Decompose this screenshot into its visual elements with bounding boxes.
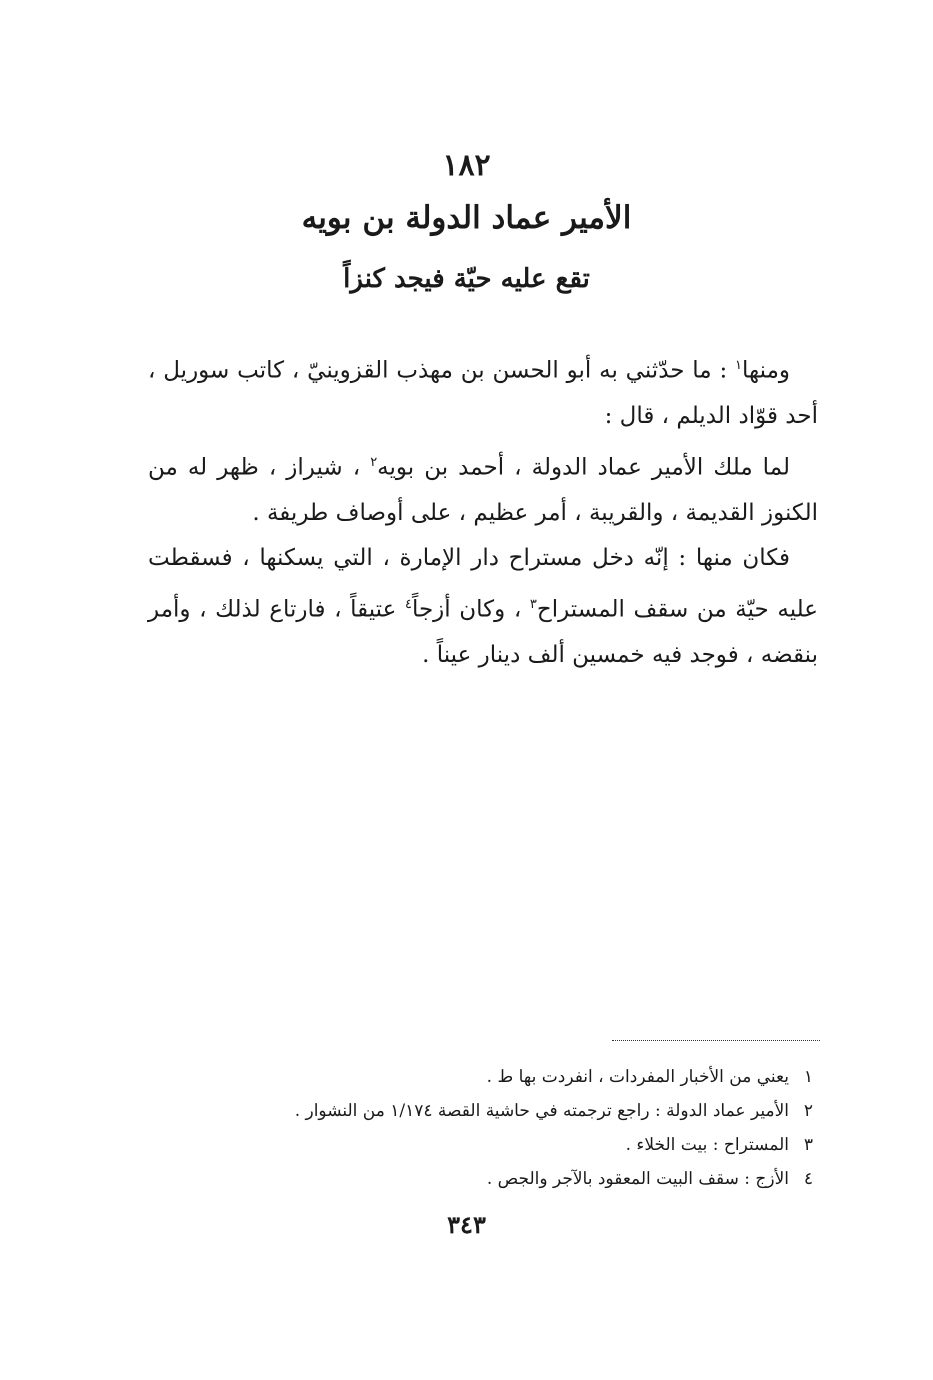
paragraph-text: عتيقاً ، فارتاع لذلك ، وأمر بنقضه ، فوجد فيه خمسين ألف دينار عيناً .	[148, 596, 818, 668]
body-text	[148, 343, 818, 678]
footnote-text: يعني من الأخبار المفردات ، انفردت بها ط .	[486, 1067, 789, 1087]
paragraph-text: فكان منها : إنّه دخل مستراح دار الإمارة ، التي يسكنها ، فسقطت عليه حيّة من سقف المستراح	[148, 545, 818, 623]
footnote-number: ٤	[803, 1169, 813, 1189]
paragraph-text: ، شيراز ، ظهر له من الكنوز القديمة ، والقريبة ، أمر عظيم ، على أوصاف طريفة .	[148, 454, 818, 526]
paragraph-2	[148, 440, 818, 537]
footnote-number: ٢	[803, 1101, 813, 1121]
paragraph-text: : ما حدّثني به أبو الحسن بن مهذب القزوينيّ ، كاتب سوريل ، أحد قوّاد الديلم ، قال :	[148, 357, 818, 430]
page-number: ٣٤٣	[447, 1210, 486, 1239]
footnote-ref-3[interactable]: ٣	[529, 596, 537, 612]
story-number: ١٨٢	[442, 148, 491, 183]
paragraph-1	[148, 343, 818, 440]
footnote-number: ٣	[803, 1135, 813, 1155]
footnote-divider	[612, 1040, 820, 1041]
story-subtitle: تقع عليه حيّة فيجد كنزاً	[343, 264, 590, 294]
paragraph-text: لما ملك الأمير عماد الدولة ، أحمد بن بويه	[377, 454, 790, 481]
story-title: الأمير عماد الدولة بن بويه	[301, 200, 632, 236]
footnotes	[213, 1060, 813, 1196]
footnote-ref-4[interactable]: ٤	[404, 596, 412, 612]
footnote-ref-2[interactable]: ٢	[370, 454, 378, 470]
footnote-text: المستراح : بيت الخلاء .	[625, 1135, 789, 1155]
footnote-2	[213, 1094, 813, 1128]
footnote-4	[213, 1162, 813, 1196]
paragraph-text: ومنها	[742, 357, 790, 384]
footnote-text: الأزج : سقف البيت المعقود بالآجر والجص .	[486, 1169, 789, 1189]
footnote-1	[213, 1060, 813, 1094]
footnote-number: ١	[803, 1067, 813, 1087]
paragraph-3	[148, 536, 818, 678]
footnote-ref-1[interactable]: ١	[735, 358, 743, 373]
footnote-3	[213, 1128, 813, 1162]
paragraph-text: ، وكان أزجاً	[411, 596, 530, 623]
footnote-text: الأمير عماد الدولة : راجع ترجمته في حاشية القصة ١/١٧٤ من النشوار .	[294, 1101, 789, 1121]
